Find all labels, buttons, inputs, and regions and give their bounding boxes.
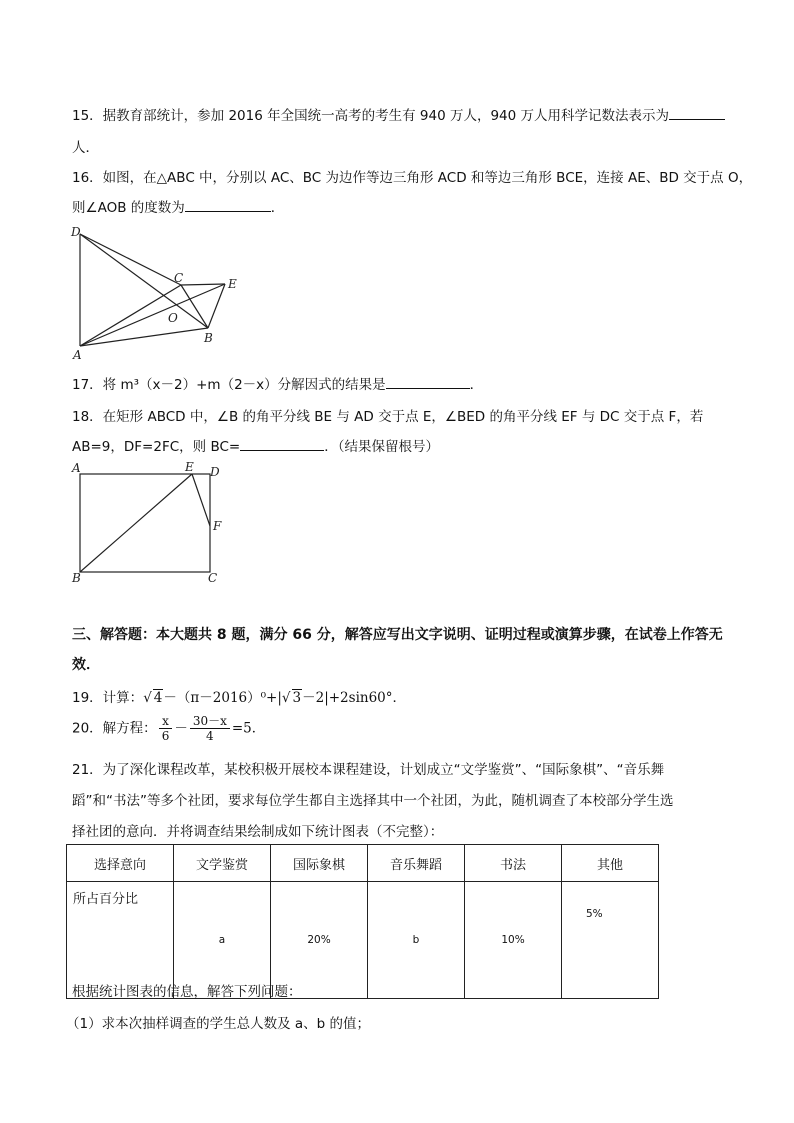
header-cell: 文学鉴赏 bbox=[174, 845, 271, 882]
rectangle-ABCD bbox=[80, 474, 210, 572]
header-cell: 书法 bbox=[465, 845, 562, 882]
radicand-4: 4 bbox=[153, 690, 163, 706]
q18-figure bbox=[68, 460, 228, 586]
q18-line2 bbox=[72, 435, 439, 455]
q19-line bbox=[72, 686, 406, 706]
q20-equals: =5 bbox=[231, 720, 252, 737]
q18-answer-blank[interactable] bbox=[240, 438, 324, 451]
q21-after2: （1）求本次抽样调查的学生总人数及 a、b 的值； bbox=[66, 1016, 371, 1032]
row-label: 所占百分比 bbox=[67, 882, 174, 999]
frac2-numerator: 30－x bbox=[190, 714, 230, 729]
q19-mid: －（π－2016）⁰+| bbox=[163, 690, 282, 706]
q15-text: 15．据教育部统计，参加 2016 年全国统一高考的考生有 940 万人，940 万人用科学记数法表示为 bbox=[72, 108, 670, 124]
header-cell: 音乐舞蹈 bbox=[368, 845, 465, 882]
label-B: B bbox=[72, 571, 81, 585]
label-B: B bbox=[204, 331, 213, 345]
label-D: D bbox=[71, 225, 81, 239]
fraction-30-x-over-4 bbox=[190, 714, 230, 743]
q18-line1: 18．在矩形 ABCD 中，∠B 的角平分线 BE 与 AD 交于点 E，∠BED 的角平分线 EF 与 DC 交于点 F，若 bbox=[72, 409, 704, 425]
segment-BE bbox=[80, 474, 192, 572]
cell-value: 10% bbox=[465, 882, 562, 999]
radicand-3: 3 bbox=[292, 690, 302, 706]
cell-value: 20% bbox=[271, 882, 368, 999]
cell-value: 5% bbox=[562, 882, 659, 999]
label-F: F bbox=[213, 519, 222, 533]
q20-prefix: 20．解方程： bbox=[72, 720, 157, 737]
q21-line1: 21．为了深化课程改革，某校积极开展校本课程建设，计划成立“文学鉴赏”、“国际象棋”、“音乐舞 bbox=[72, 762, 665, 778]
frac1-denominator: 6 bbox=[161, 729, 170, 743]
header-cell: 国际象棋 bbox=[271, 845, 368, 882]
q21-after1: 根据统计图表的信息，解答下列问题： bbox=[72, 984, 302, 1000]
q20-period: ． bbox=[251, 720, 266, 737]
edge-DC bbox=[80, 234, 184, 285]
q20-line bbox=[72, 714, 265, 743]
q15-line2: 人． bbox=[72, 140, 99, 156]
sqrt-4: √ 4 bbox=[143, 690, 163, 706]
edge-DB bbox=[80, 234, 208, 328]
q20-minus: － bbox=[174, 720, 188, 737]
cell-value: a bbox=[174, 882, 271, 999]
q17-answer-blank[interactable] bbox=[386, 376, 470, 389]
q18-text: AB=9，DF=2FC，则 BC= bbox=[72, 439, 241, 455]
q16-line1: 16．如图，在△ABC 中，分别以 AC、BC 为边作等边三角形 ACD 和等边三角形 BCE，连接 AE、BD 交于点 O， bbox=[72, 170, 753, 186]
q16-text: 则∠AOB 的度数为 bbox=[72, 200, 185, 216]
label-D: D bbox=[210, 465, 220, 479]
q17-text: 17．将 m³（x－2）+m（2－x）分解因式的结果是 bbox=[72, 377, 386, 393]
q16-line2 bbox=[72, 196, 284, 216]
label-O: O bbox=[168, 311, 178, 325]
q19-suffix: －2|+2sin60°． bbox=[302, 690, 407, 706]
q17-period: ． bbox=[469, 377, 484, 393]
frac2-denominator: 4 bbox=[206, 729, 214, 743]
q16-period: ． bbox=[270, 200, 285, 216]
section3-heading-line2: 效． bbox=[72, 657, 100, 673]
fraction-x-over-6 bbox=[159, 714, 173, 743]
header-cell: 选择意向 bbox=[67, 845, 174, 882]
edge-CE bbox=[181, 284, 225, 285]
cell-value: b bbox=[368, 882, 465, 999]
edge-AC bbox=[80, 285, 181, 346]
q16-figure bbox=[68, 224, 244, 364]
table-header-row bbox=[67, 845, 659, 882]
edge-CB bbox=[181, 285, 208, 328]
header-cell: 其他 bbox=[562, 845, 659, 882]
q16-answer-blank[interactable] bbox=[185, 199, 271, 212]
label-C: C bbox=[208, 571, 218, 585]
q19-prefix: 19．计算： bbox=[72, 690, 144, 706]
label-C: C bbox=[174, 271, 184, 285]
q21-line3: 择社团的意向．并将调查结果绘制成如下统计图表（不完整）： bbox=[72, 824, 444, 840]
frac1-numerator: x bbox=[159, 714, 173, 729]
section3-heading-line1: 三、解答题：本大题共 8 题，满分 66 分，解答应写出文字说明、证明过程或演算步骤，在试卷上作答无 bbox=[72, 627, 723, 643]
q18-note: ．（结果保留根号） bbox=[324, 439, 439, 455]
edge-AB bbox=[80, 328, 208, 346]
q15-line1 bbox=[72, 104, 725, 124]
segment-EF bbox=[192, 474, 210, 526]
label-A: A bbox=[72, 461, 81, 475]
q15-answer-blank[interactable] bbox=[669, 107, 725, 120]
label-A: A bbox=[73, 348, 82, 362]
label-E: E bbox=[228, 277, 237, 291]
survey-table bbox=[66, 844, 659, 999]
sqrt-3: √ 3 bbox=[281, 690, 302, 706]
label-E: E bbox=[185, 460, 194, 474]
q17-line bbox=[72, 373, 483, 393]
q21-line2: 蹈”和“书法”等多个社团，要求每位学生都自主选择其中一个社团，为此，随机调查了本校部分学生选 bbox=[72, 793, 674, 809]
